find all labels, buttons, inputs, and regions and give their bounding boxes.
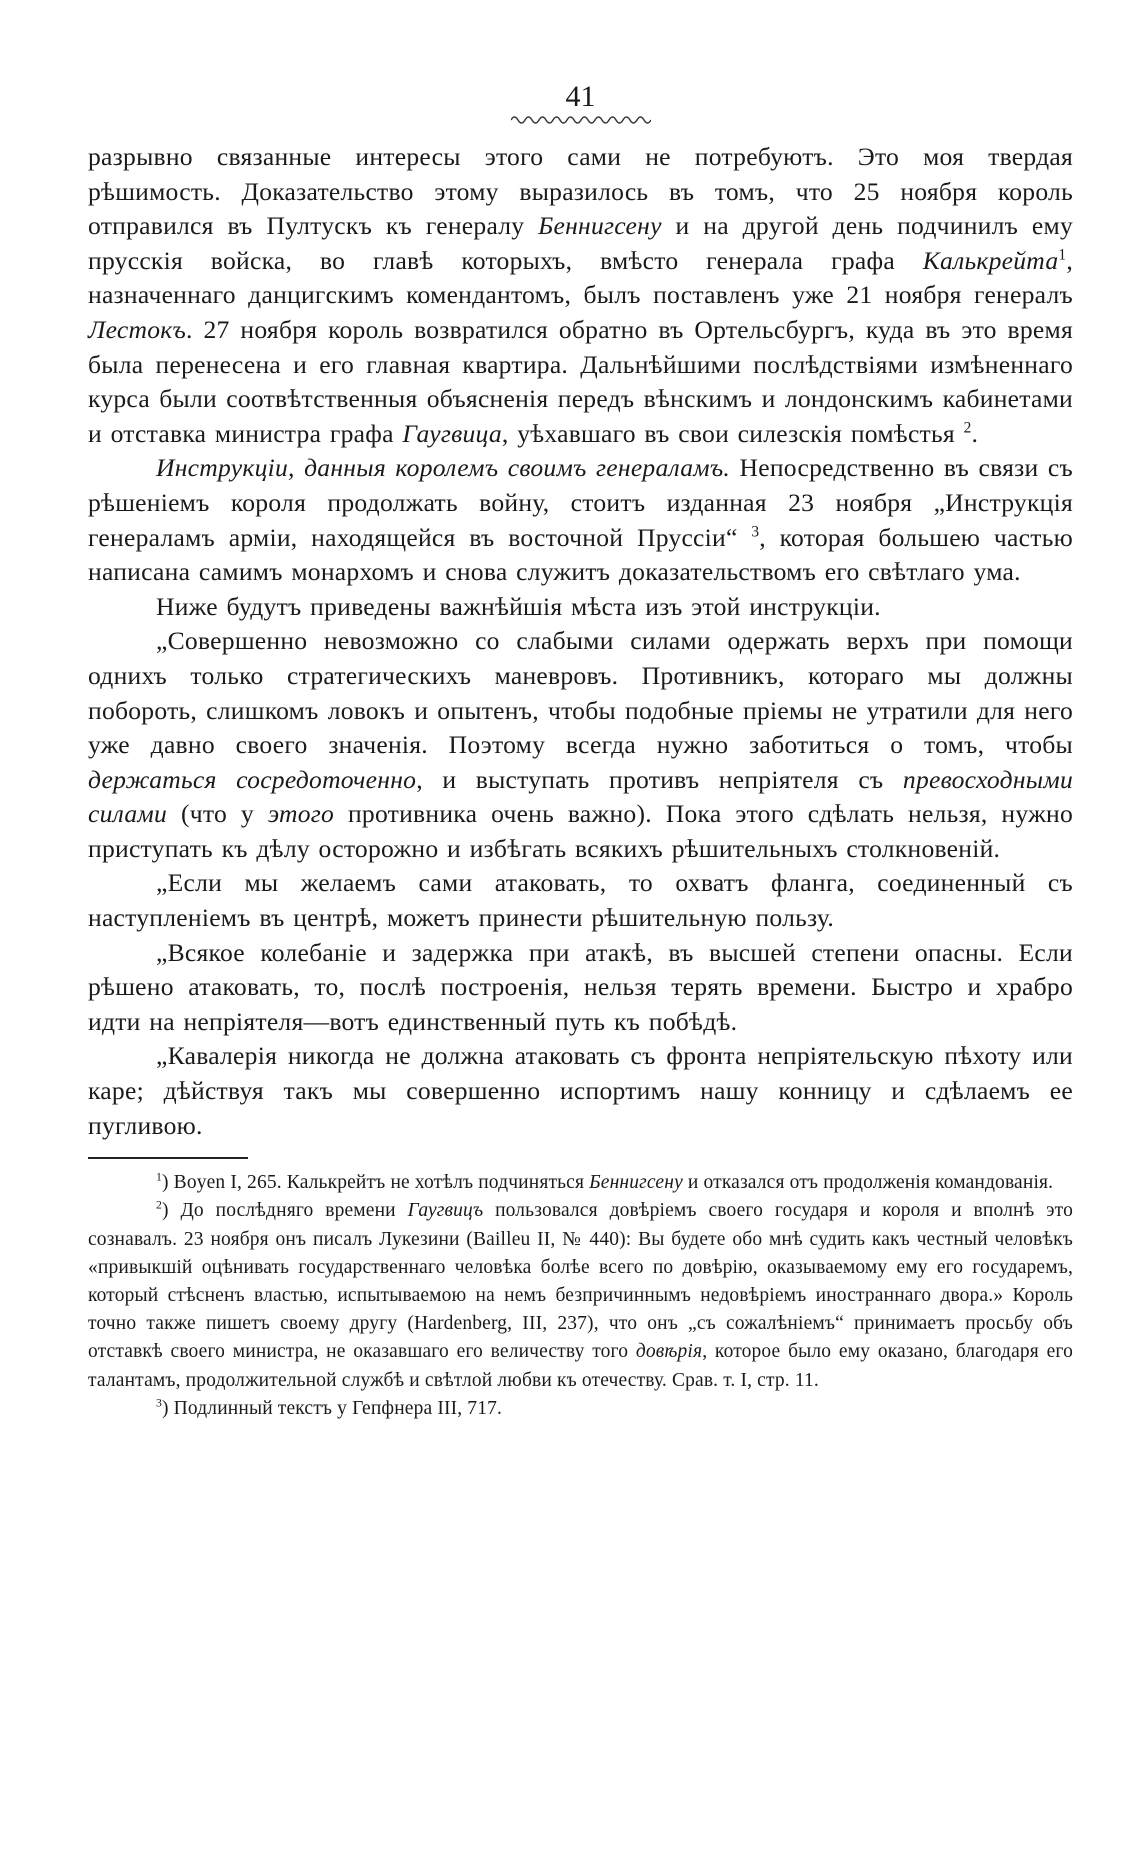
- footnote: [88, 1395, 1073, 1423]
- book-page: [88, 82, 1073, 1423]
- footnote-marker: 3: [156, 1396, 162, 1410]
- text-run: и на другой день подчинилъ ему прусскія войска, во главѣ которыхъ, вмѣсто генерала графа: [88, 211, 1074, 275]
- italic-text: Лестокъ: [88, 314, 187, 344]
- text-run: „Кавалерія никогда не должна атаковать съ фронта непріятельскую пѣхоту или каре; дѣйствуя такъ мы совершенно испортимъ нашу конницу и сдѣлаемъ ее пугливою.: [88, 1041, 1073, 1140]
- text-run: , которая большею частью написана самимъ монархомъ и снова служитъ доказательствомъ его свѣтлаго ума.: [88, 522, 1073, 587]
- italic-text: Калькрейта: [922, 245, 1059, 275]
- italic-text: Гаугвица: [402, 418, 502, 448]
- italic-text: Беннигсену: [538, 211, 662, 241]
- footnote-marker: 1: [1058, 246, 1067, 264]
- footnote-marker: 2: [963, 419, 972, 437]
- paragraph: [88, 624, 1073, 866]
- text-run: , которое было ему оказано, благодаря его талантамъ, продолжительной службѣ и свѣтлой любви къ отечеству. Срав. т. I, стр. 11.: [88, 1341, 1073, 1391]
- paragraph: [88, 140, 1073, 451]
- text-run: , назначеннаго данцигскимъ комендантомъ, былъ поставленъ уже 21 ноября генералъ: [88, 245, 1073, 310]
- text-run: ) До послѣдняго времени: [162, 1200, 408, 1222]
- text-run: разрывно связанные интересы этого сами не потребуютъ. Это моя твердая рѣшимость. Доказательство этому выразилось въ томъ, что 25 ноября король отправился въ Пултускъ къ генералу: [88, 142, 1073, 241]
- italic-text: превосходными силами: [88, 764, 1073, 829]
- text-run: противника очень важно). Пока этого сдѣлать нельзя, нужно приступать къ дѣлу осторожно и избѣгать всякихъ рѣшительныхъ столкновеній.: [88, 799, 1074, 863]
- footnote: [88, 1197, 1073, 1394]
- paragraph: [88, 1039, 1073, 1143]
- text-run: (что у: [167, 799, 268, 829]
- text-run: . 27 ноября король возвратился обратно въ Ортельсбургъ, куда въ это время была перенесена и его главная квартира. Дальнѣйшими послѣдствіями измѣненнаго курса были соотвѣтственныя объясненія передъ вѣнскимъ и лондонскимъ кабинетами и отставка министра графа: [88, 314, 1073, 448]
- text-run: пользовался довѣріемъ своего государя и короля и вполнѣ это сознавалъ. 23 ноября онъ писалъ Лукезини (Bailleu II, № 440): Вы будете обо мнѣ судить какъ честный человѣкъ «привыкшій оцѣнивать государственнаго человѣка болѣе всего по довѣрію, оказываемому ему его государемъ, который стѣсненъ властью, испытываемою на немъ безпричиннымъ недовѣріемъ иностраннаго двора.» Король точно также пишетъ своему другу (Hardenberg, III, 237), что онъ „съ сожалѣніемъ“ принимаетъ просьбу объ отставкѣ своего министра, не оказавшаго его величеству того: [88, 1200, 1074, 1363]
- footnote-marker: 1: [156, 1170, 162, 1184]
- page-number: 41: [565, 80, 596, 113]
- text-run: и отказался отъ продолженія командованія.: [682, 1172, 1054, 1194]
- text-run: , уѣхавшаго въ свои силезскія помѣстья: [501, 418, 964, 448]
- italic-text: довѣрія: [635, 1341, 703, 1363]
- italic-text: Беннигсену: [589, 1172, 683, 1194]
- text-run: , и выступать противъ непріятеля съ: [416, 764, 903, 794]
- footnote: [88, 1169, 1073, 1197]
- footnotes: [88, 1169, 1073, 1423]
- text-run: Ниже будутъ приведены важнѣйшія мѣста изъ этой инструкціи.: [156, 591, 881, 621]
- wavy-ornament-icon: [511, 114, 651, 124]
- text-run: Непосредственно въ связи съ рѣшеніемъ короля продолжать войну, стоитъ изданная 23 ноября „Инструкція генераламъ арміи, находящейся въ восточной Пруссіи“: [88, 453, 1073, 552]
- text-run: ) Boyen I, 265. Калькрейтъ не хотѣлъ подчиняться: [162, 1172, 590, 1194]
- text-run: „Если мы желаемъ сами атаковать, то охватъ фланга, соединенный съ наступленіемъ въ центрѣ, можетъ принести рѣшительную пользу.: [88, 868, 1073, 933]
- italic-text: Инструкціи, данныя королемъ своимъ генераламъ.: [156, 453, 731, 483]
- italic-text: Гаугвицъ: [407, 1200, 484, 1222]
- paragraph: [88, 451, 1073, 589]
- footnote-divider: [88, 1157, 248, 1159]
- footnote-marker: 3: [751, 523, 760, 540]
- body-text: [88, 140, 1073, 1143]
- text-run: ) Подлинный текстъ у Гепфнера III, 717.: [162, 1397, 503, 1419]
- italic-text: держаться сосредоточенно: [88, 764, 417, 794]
- text-run: .: [971, 418, 979, 448]
- paragraph: [88, 866, 1073, 935]
- italic-text: этого: [267, 799, 335, 829]
- text-run: „Всякое колебаніе и задержка при атакѣ, въ высшей степени опасны. Если рѣшено атаковать, то, послѣ построенія, нельзя терять времени. Быстро и храбро идти на непріятеля—вотъ единственный путь къ побѣдѣ.: [88, 937, 1073, 1036]
- text-run: „Совершенно невозможно со слабыми силами одержать верхъ при помощи однихъ только стратегическихъ маневровъ. Противникъ, котораго мы должны побороть, слишкомъ ловокъ и опытенъ, чтобы подобные пріемы не утратили для него уже давно своего значенія. Поэтому всегда нужно заботиться о томъ, чтобы: [88, 626, 1073, 760]
- paragraph: [88, 590, 1073, 625]
- footnote-marker: 2: [156, 1198, 162, 1212]
- paragraph: [88, 936, 1073, 1040]
